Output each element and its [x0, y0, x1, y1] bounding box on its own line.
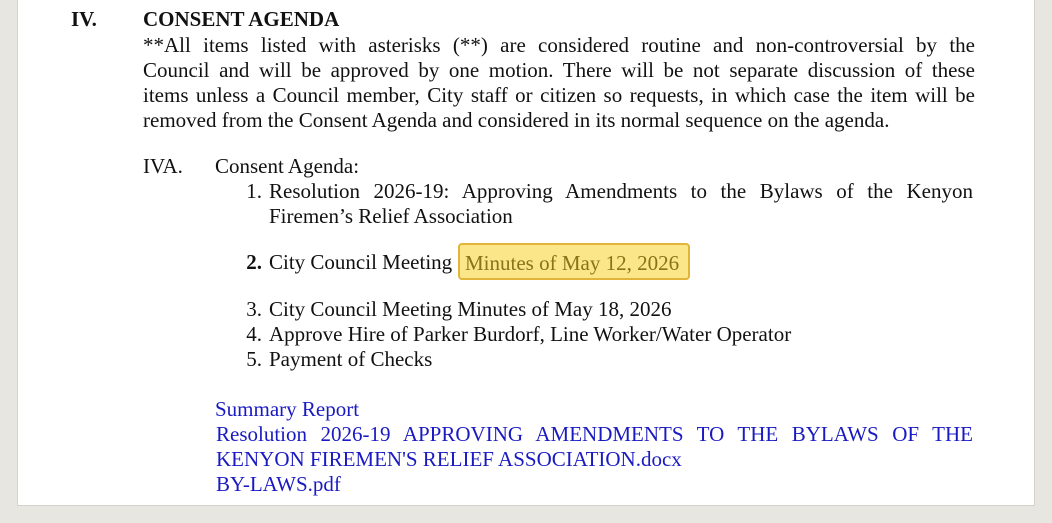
link-line: Resolution 2026-19 APPROVING AMENDMENTS TO THE BYLAWS OF THE	[216, 422, 973, 446]
bylaws-pdf-link[interactable]: BY-LAWS.pdf	[216, 472, 341, 496]
subsection-title: Consent Agenda:	[215, 154, 360, 178]
consent-intro-paragraph	[143, 33, 975, 133]
item-number: 2.	[246, 250, 262, 274]
link-line: KENYON FIREMEN'S RELIEF ASSOCIATION.docx	[216, 447, 682, 471]
agenda-item-1	[269, 179, 973, 229]
intro-line: **All items listed with asterisks (**) are considered routine and non-controversial by the	[143, 33, 975, 57]
agenda-item-5: Payment of Checks	[269, 347, 433, 371]
agenda-item-2-text: City Council Meeting	[269, 250, 453, 274]
item-line: Resolution 2026-19: Approving Amendments to the Bylaws of the Kenyon	[269, 179, 973, 203]
document-page	[17, 0, 1035, 506]
highlight-text: Minutes of May 12, 2026	[465, 251, 680, 275]
intro-line: Council and will be approved by one motion. There will be not separate discussion of these	[143, 58, 975, 82]
subsection-number: IVA.	[143, 154, 183, 178]
item-number: 5.	[246, 347, 262, 371]
item-number: 1.	[246, 179, 262, 203]
section-title: CONSENT AGENDA	[143, 7, 340, 31]
agenda-item-3: City Council Meeting Minutes of May 18, 2026	[269, 297, 672, 321]
section-number: IV.	[71, 7, 97, 31]
summary-report-link[interactable]: Summary Report	[215, 397, 360, 421]
item-number: 3.	[246, 297, 262, 321]
intro-line: removed from the Consent Agenda and considered in its normal sequence on the agenda.	[143, 108, 890, 132]
item-number: 4.	[246, 322, 262, 346]
intro-line: items unless a Council member, City staff or citizen so requests, in which case the item will be	[143, 83, 975, 107]
agenda-item-4: Approve Hire of Parker Burdorf, Line Worker/Water Operator	[269, 322, 792, 346]
highlighted-minutes-annotation[interactable]	[458, 243, 690, 280]
item-line: Firemen’s Relief Association	[269, 204, 513, 228]
resolution-docx-link[interactable]	[216, 422, 973, 472]
